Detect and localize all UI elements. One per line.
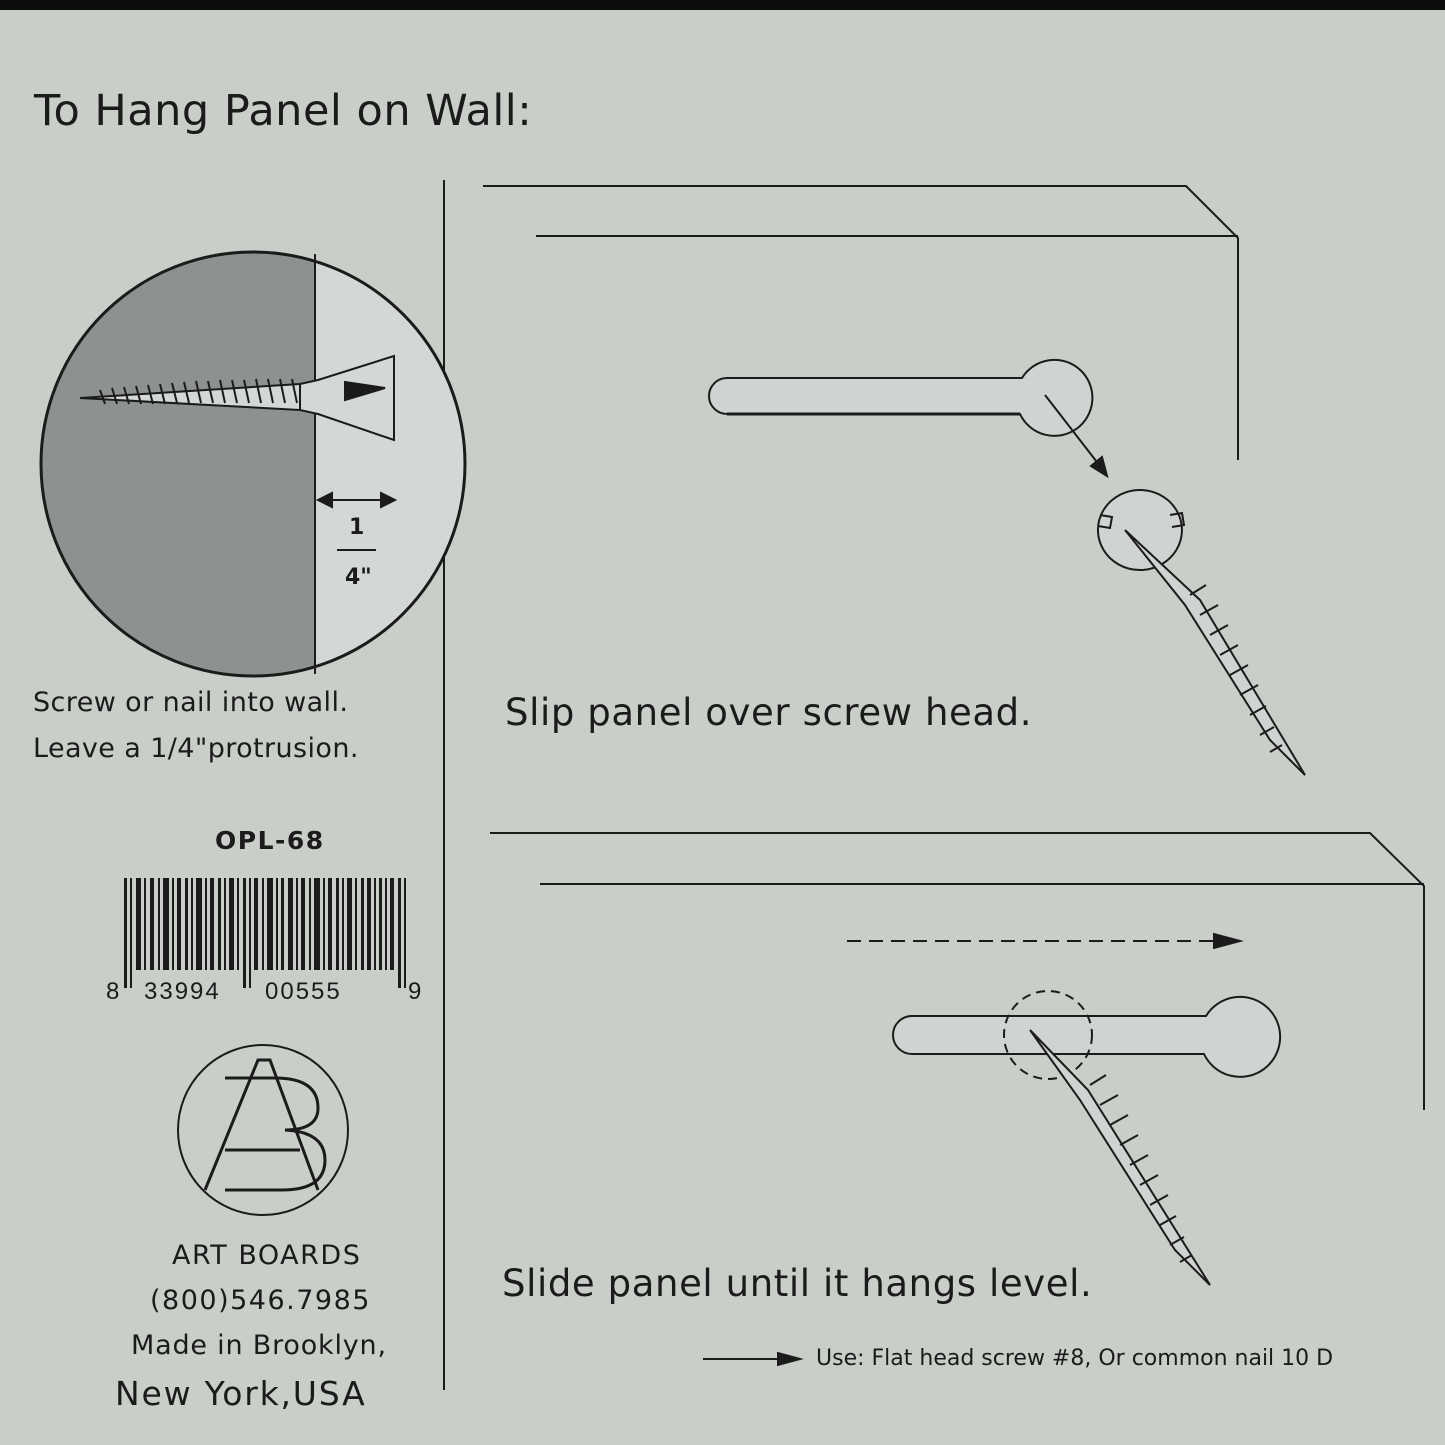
barcode-digit-3: 00555 — [265, 978, 342, 1005]
brand-name: ART BOARDS — [172, 1240, 362, 1271]
barcode — [124, 878, 406, 988]
barcode-digit-2: 33994 — [144, 978, 221, 1005]
barcode-digit-4: 9 — [408, 978, 424, 1005]
screw-icon-bottom — [1030, 1030, 1210, 1285]
slide-arrow — [847, 934, 1240, 948]
art-boards-logo — [178, 1045, 348, 1215]
caption-line-1: Screw or nail into wall. — [33, 687, 349, 718]
fraction-denominator: 4" — [345, 565, 372, 590]
note-arrow — [703, 1353, 800, 1365]
panel-outline-bottom — [490, 833, 1424, 1110]
page-title: To Hang Panel on Wall: — [34, 86, 533, 136]
brand-phone: (800)546.7985 — [150, 1285, 371, 1316]
panel-outline-top — [483, 186, 1238, 460]
screw-icon-top — [1098, 490, 1305, 775]
product-code: OPL-68 — [215, 826, 325, 855]
barcode-digit-1: 8 — [106, 978, 122, 1005]
fraction-numerator: 1 — [349, 515, 365, 540]
step-2-text: Slide panel until it hangs level. — [502, 1262, 1093, 1305]
keyhole-slot-top — [709, 360, 1092, 436]
brand-location: New York,USA — [115, 1374, 367, 1413]
keyhole-slot-bottom — [893, 991, 1280, 1079]
brand-made-in: Made in Brooklyn, — [131, 1330, 387, 1361]
step-1-text: Slip panel over screw head. — [505, 691, 1033, 734]
screw-note: Use: Flat head screw #8, Or common nail 10 D — [816, 1346, 1334, 1371]
screw-detail-circle — [30, 240, 465, 690]
wall-section — [30, 240, 315, 690]
caption-line-2: Leave a 1/4"protrusion. — [33, 733, 359, 764]
